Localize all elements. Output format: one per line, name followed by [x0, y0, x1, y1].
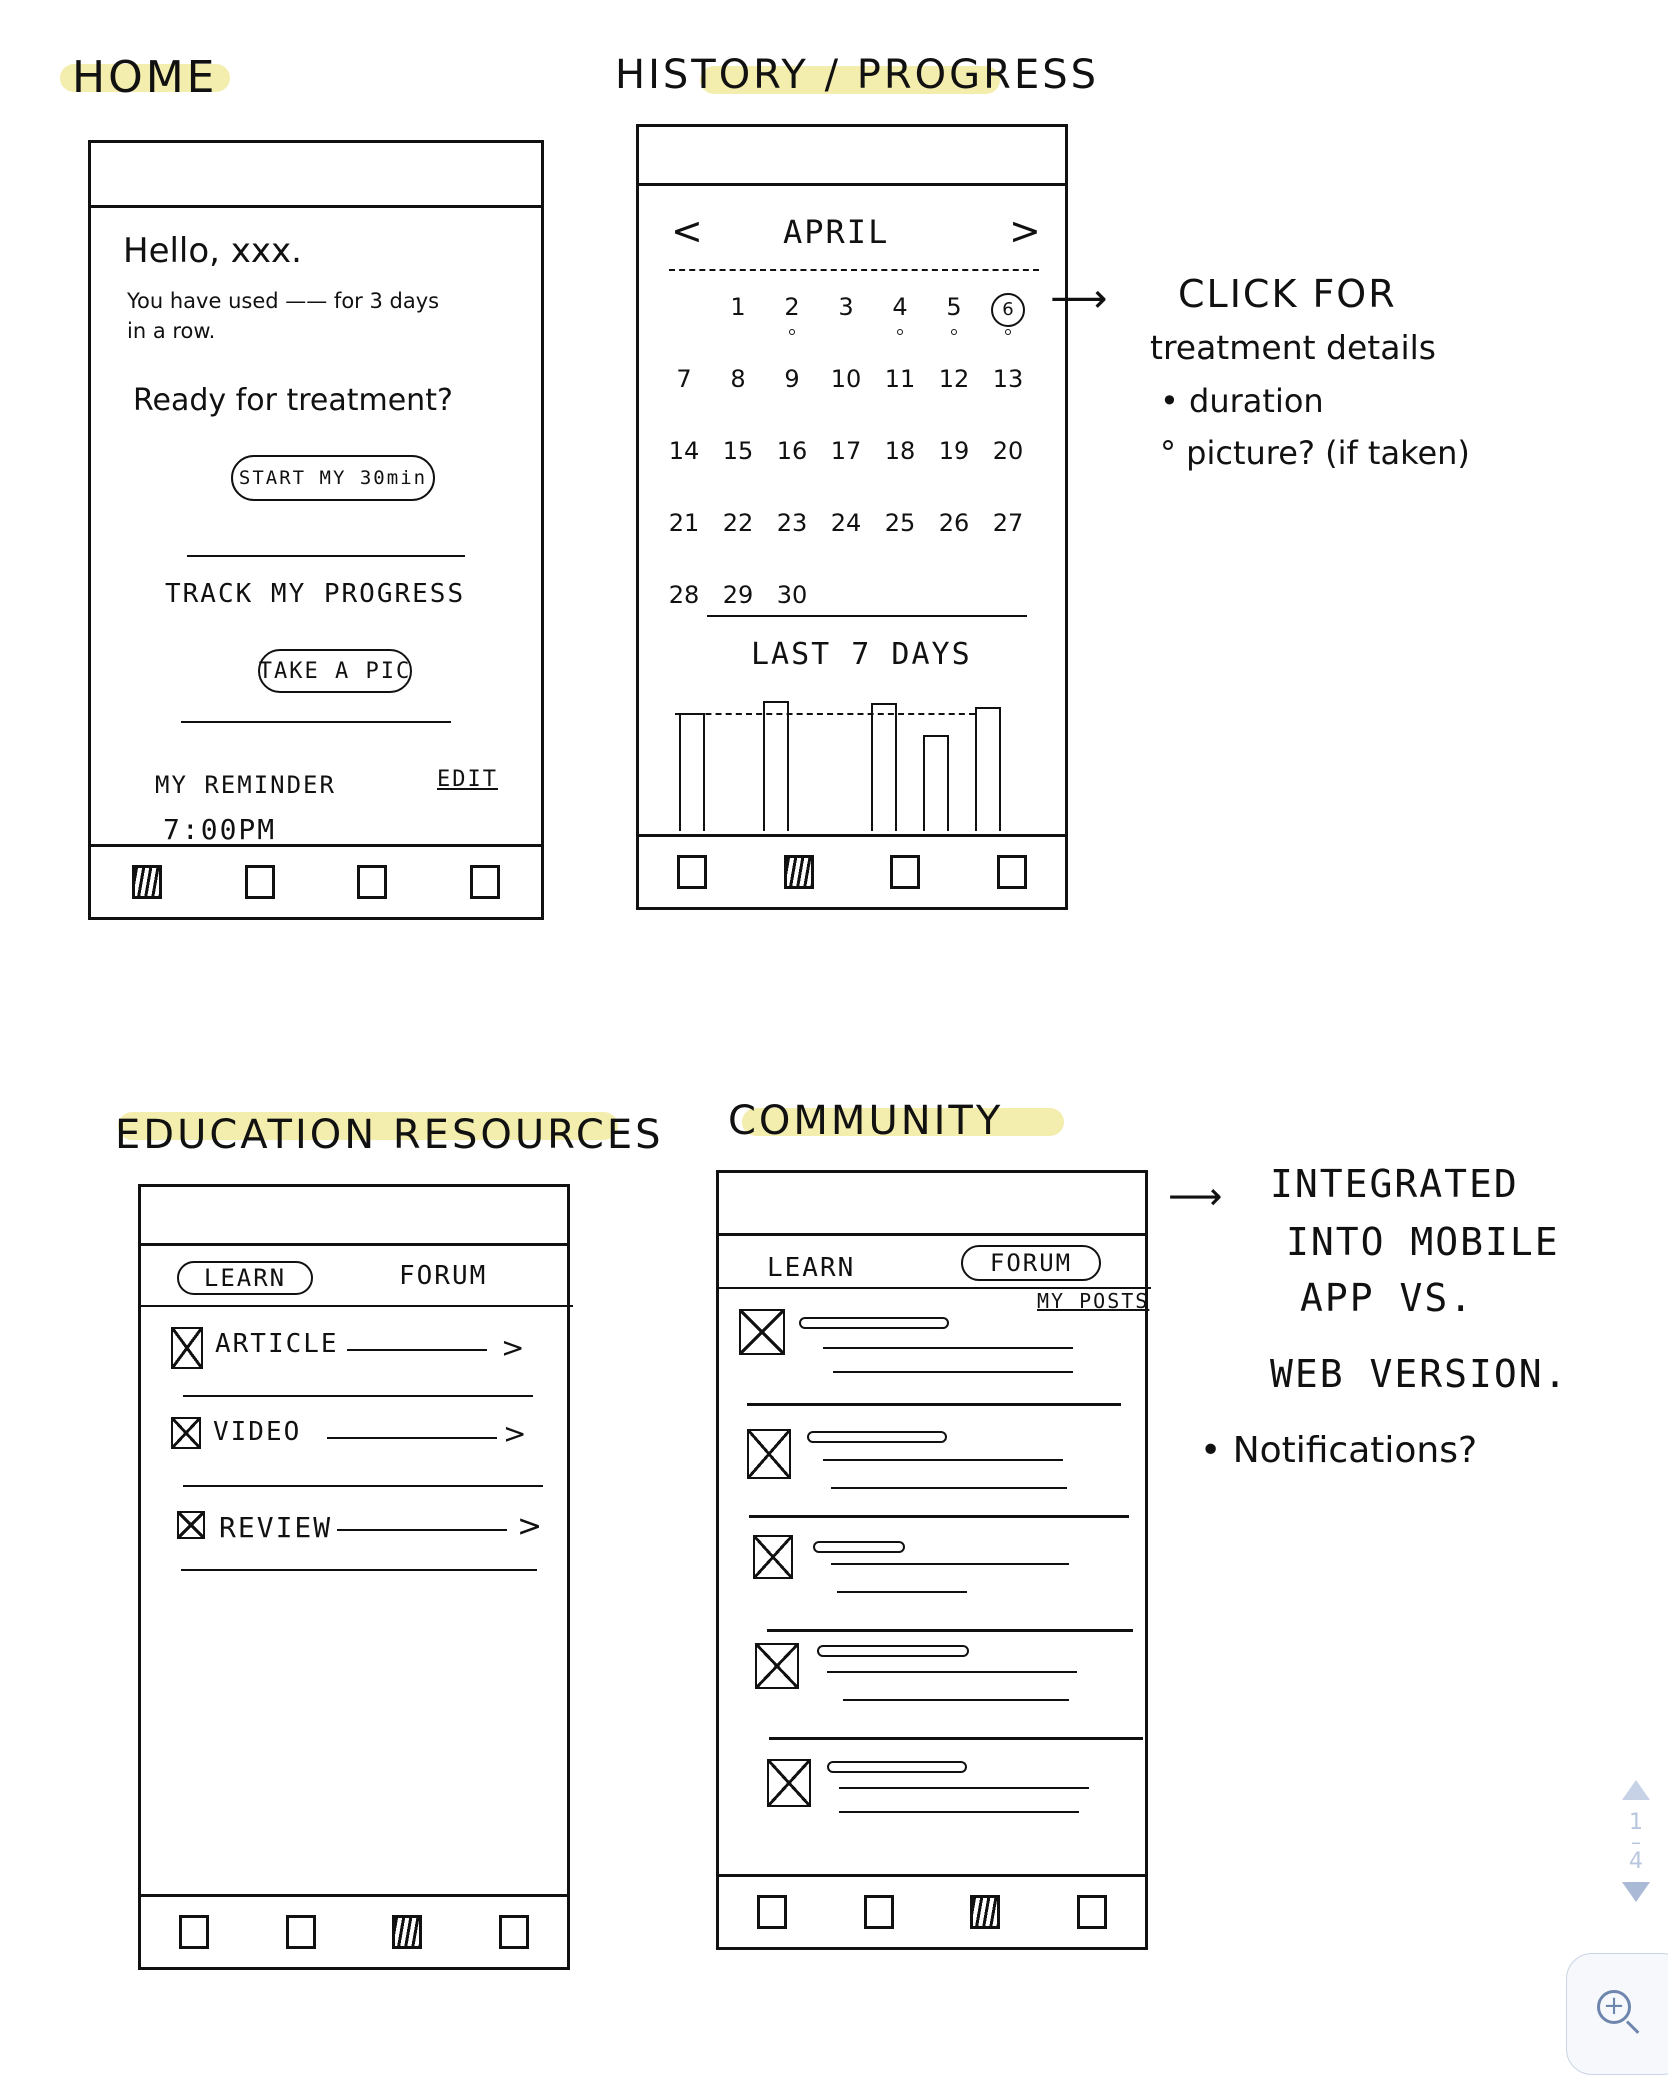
- community-nav-icon[interactable]: [997, 855, 1027, 889]
- home-title: HOME: [72, 52, 218, 103]
- prev-month-button[interactable]: <: [671, 209, 703, 253]
- calendar-day[interactable]: [927, 509, 981, 537]
- divider: [183, 1395, 533, 1397]
- education-phone-frame: [138, 1184, 570, 1970]
- calendar-day[interactable]: [873, 365, 927, 393]
- annotation-line: CLICK FOR: [1178, 272, 1397, 316]
- calendar-day-number: 28: [668, 581, 700, 609]
- calendar-day-number: 24: [830, 509, 862, 537]
- target-dashed-line: [675, 713, 975, 715]
- annotation-line: INTEGRATED: [1270, 1162, 1519, 1206]
- community-nav-icon[interactable]: [970, 1895, 1000, 1929]
- forum-post[interactable]: [753, 1535, 1143, 1635]
- page-separator: –: [1631, 1830, 1641, 1854]
- calendar-day[interactable]: [711, 581, 765, 609]
- history-phone-frame: [636, 124, 1068, 910]
- status-bar: [141, 1187, 567, 1246]
- calendar-day-number: 3: [838, 293, 854, 321]
- calendar-day[interactable]: [981, 293, 1035, 327]
- video-thumbnail-icon: [171, 1417, 201, 1449]
- post-avatar-icon: [753, 1535, 793, 1579]
- edit-reminder-link[interactable]: EDIT: [437, 767, 498, 792]
- tab-learn[interactable]: LEARN: [177, 1261, 313, 1295]
- divider: [181, 721, 451, 723]
- status-bar: [639, 127, 1065, 186]
- post-divider: [747, 1403, 1121, 1406]
- post-text-line: [827, 1671, 1077, 1673]
- calendar-day[interactable]: [711, 365, 765, 393]
- annotation-line: WEB VERSION.: [1270, 1352, 1569, 1396]
- post-text-line: [839, 1811, 1079, 1813]
- history-nav-icon[interactable]: [286, 1915, 316, 1949]
- post-text-line: [823, 1347, 1073, 1349]
- calendar-day[interactable]: [765, 509, 819, 537]
- day-bar[interactable]: [923, 735, 949, 831]
- calendar-day[interactable]: [711, 437, 765, 465]
- annotation-arrow-icon: ⟶: [1050, 276, 1108, 322]
- calendar-day-number: 15: [722, 437, 754, 465]
- calendar-day-number: 22: [722, 509, 754, 537]
- education-nav-icon[interactable]: [392, 1915, 422, 1949]
- education-title: EDUCATION RESOURCES: [115, 1112, 664, 1158]
- post-text-line: [831, 1563, 1069, 1565]
- selected-day[interactable]: 6: [991, 293, 1025, 327]
- status-bar: [91, 143, 541, 208]
- list-item-line: [327, 1437, 497, 1439]
- last-7-days-label: LAST 7 DAYS: [751, 637, 972, 672]
- bottom-nav: [639, 834, 1065, 907]
- annotation-line: INTO MOBILE: [1286, 1220, 1560, 1264]
- calendar-day[interactable]: [657, 437, 711, 465]
- calendar-week-row: [657, 293, 1035, 327]
- calendar-day[interactable]: [873, 509, 927, 537]
- calendar-day[interactable]: [873, 437, 927, 465]
- page-pager: [1616, 1780, 1656, 1902]
- post-text-line: [823, 1459, 1063, 1461]
- calendar-day-number: 4: [892, 293, 908, 321]
- calendar-day-number: 8: [730, 365, 746, 393]
- forum-post[interactable]: [739, 1309, 1129, 1409]
- home-nav-icon[interactable]: [757, 1895, 787, 1929]
- calendar-day-number: 14: [668, 437, 700, 465]
- annotation-bullet-text: picture? (if taken): [1186, 434, 1470, 472]
- day-bar[interactable]: [763, 701, 789, 831]
- divider: [183, 1485, 543, 1487]
- post-title-line: [817, 1645, 969, 1657]
- calendar-day[interactable]: [927, 365, 981, 393]
- calendar-week-row: [657, 365, 1035, 393]
- calendar-day-number: 5: [946, 293, 962, 321]
- next-month-button[interactable]: >: [1009, 209, 1041, 253]
- tab-forum[interactable]: FORUM: [399, 1261, 488, 1291]
- annotation-line: APP VS.: [1300, 1276, 1475, 1320]
- post-divider: [749, 1515, 1129, 1518]
- education-nav-icon[interactable]: [890, 855, 920, 889]
- calendar-day-number: 29: [722, 581, 754, 609]
- day-bar[interactable]: [871, 703, 897, 831]
- calendar-day-number: 20: [992, 437, 1024, 465]
- usage-text-2: in a row.: [127, 319, 216, 343]
- calendar-day[interactable]: [765, 437, 819, 465]
- calendar-day-number: 13: [992, 365, 1024, 393]
- zoom-button[interactable]: [1566, 1953, 1668, 2075]
- chevron-right-icon: >: [501, 1331, 525, 1364]
- list-item-line: [337, 1529, 507, 1531]
- calendar-day-number: 17: [830, 437, 862, 465]
- calendar-empty-day: [927, 581, 981, 609]
- post-text-line: [833, 1371, 1073, 1373]
- calendar-day-number: 2: [784, 293, 800, 321]
- chevron-right-icon: >: [517, 1509, 543, 1544]
- community-nav-icon[interactable]: [470, 865, 500, 899]
- calendar-day[interactable]: [819, 365, 873, 393]
- post-avatar-icon: [747, 1429, 791, 1479]
- annotation-bullet-text: duration: [1189, 382, 1324, 420]
- calendar-day-number: 23: [776, 509, 808, 537]
- ready-heading: Ready for treatment?: [133, 383, 453, 418]
- treatment-dot-icon: [1005, 329, 1011, 335]
- post-text-line: [843, 1699, 1069, 1701]
- bottom-nav: [91, 844, 541, 917]
- community-title: COMMUNITY: [728, 1098, 1004, 1144]
- day-bar[interactable]: [679, 713, 705, 831]
- calendar-day[interactable]: [873, 293, 927, 327]
- previous-page-icon[interactable]: [1622, 1780, 1650, 1800]
- calendar-grid: [657, 293, 1035, 613]
- post-title-line: [799, 1317, 949, 1329]
- history-nav-icon[interactable]: [784, 855, 814, 889]
- forum-post[interactable]: [747, 1429, 1137, 1529]
- article-thumbnail-icon: [171, 1327, 203, 1369]
- annotation-line: treatment details: [1150, 328, 1436, 367]
- zoom-in-icon: +: [1597, 1990, 1631, 2024]
- treatment-dot-icon: [897, 329, 903, 335]
- calendar-day[interactable]: [657, 581, 711, 609]
- bottom-nav: [141, 1894, 567, 1967]
- home-phone-frame: [88, 140, 544, 920]
- calendar-day[interactable]: [711, 293, 765, 327]
- community-phone-frame: [716, 1170, 1148, 1950]
- calendar-day-number: 19: [938, 437, 970, 465]
- tab-divider: [141, 1305, 573, 1307]
- status-bar: [719, 1173, 1145, 1236]
- calendar-day[interactable]: [981, 509, 1035, 537]
- calendar-day[interactable]: [765, 581, 819, 609]
- chevron-right-icon: >: [503, 1417, 527, 1450]
- list-item[interactable]: [171, 1417, 551, 1487]
- home-nav-icon[interactable]: [132, 865, 162, 899]
- bottom-nav: [719, 1874, 1145, 1947]
- calendar-day[interactable]: [927, 437, 981, 465]
- calendar-empty-day: [873, 581, 927, 609]
- post-text-line: [831, 1487, 1067, 1489]
- calendar-day[interactable]: [765, 365, 819, 393]
- list-item-label: REVIEW: [219, 1511, 333, 1544]
- forum-post[interactable]: [767, 1759, 1157, 1859]
- calendar-day-number: 21: [668, 509, 700, 537]
- annotation-bullet: • Notifications?: [1200, 1430, 1478, 1471]
- reminder-time: 7:00PM: [163, 813, 277, 846]
- annotation-bullet-text: Notifications?: [1232, 1430, 1478, 1471]
- calendar-day-number: 9: [784, 365, 800, 393]
- calendar-day[interactable]: [819, 437, 873, 465]
- tab-forum[interactable]: FORUM: [961, 1245, 1101, 1281]
- post-title-line: [827, 1761, 967, 1773]
- page-current: 1: [1629, 1810, 1643, 1835]
- education-nav-icon[interactable]: [357, 865, 387, 899]
- my-posts-link[interactable]: MY POSTS: [1037, 1289, 1150, 1313]
- calendar-day-number: 25: [884, 509, 916, 537]
- list-item[interactable]: [171, 1327, 551, 1397]
- calendar-day-number: 18: [884, 437, 916, 465]
- day-bar[interactable]: [975, 707, 1001, 831]
- calendar-week-row: [657, 437, 1035, 465]
- post-title-line: [807, 1431, 947, 1443]
- tab-learn[interactable]: LEARN: [767, 1253, 856, 1283]
- track-progress-heading: TRACK MY PROGRESS: [165, 579, 466, 609]
- calendar-week-row: [657, 581, 1035, 609]
- list-item-label: ARTICLE: [215, 1329, 339, 1359]
- next-page-icon[interactable]: [1622, 1882, 1650, 1902]
- start-treatment-button[interactable]: START MY 30min: [231, 455, 435, 501]
- divider: [707, 615, 1027, 617]
- forum-post[interactable]: [755, 1643, 1145, 1743]
- usage-text: You have used —— for 3 days: [127, 289, 440, 313]
- calendar-day[interactable]: [657, 509, 711, 537]
- home-nav-icon[interactable]: [179, 1915, 209, 1949]
- post-avatar-icon: [739, 1309, 785, 1355]
- calendar-day[interactable]: [765, 293, 819, 327]
- calendar-day[interactable]: [819, 293, 873, 327]
- calendar-day-number: 7: [676, 365, 692, 393]
- calendar-empty-day: [657, 293, 711, 327]
- calendar-day[interactable]: [981, 365, 1035, 393]
- month-label: APRIL: [783, 213, 890, 251]
- calendar-day[interactable]: [927, 293, 981, 327]
- treatment-dot-icon: [951, 329, 957, 335]
- divider: [187, 555, 465, 557]
- community-nav-icon[interactable]: [499, 1915, 529, 1949]
- post-divider: [767, 1629, 1133, 1632]
- take-pic-button[interactable]: TAKE A PIC: [258, 649, 412, 693]
- post-avatar-icon: [755, 1643, 799, 1689]
- calendar-day[interactable]: [981, 437, 1035, 465]
- calendar-day-number: 12: [938, 365, 970, 393]
- calendar-day-number: 26: [938, 509, 970, 537]
- calendar-empty-day: [819, 581, 873, 609]
- list-item-line: [347, 1349, 487, 1351]
- calendar-day[interactable]: [657, 365, 711, 393]
- greeting-text: Hello, xxx.: [123, 231, 302, 271]
- calendar-day-number: 16: [776, 437, 808, 465]
- post-text-line: [837, 1591, 967, 1593]
- calendar-day-number: 27: [992, 509, 1024, 537]
- weekday-row-dashes: [669, 269, 1039, 271]
- calendar-week-row: [657, 509, 1035, 537]
- post-divider: [769, 1737, 1143, 1740]
- annotation-bullet: ° picture? (if taken): [1160, 434, 1470, 472]
- review-thumbnail-icon: [177, 1511, 205, 1539]
- calendar-day-number: 1: [730, 293, 746, 321]
- post-title-line: [813, 1541, 905, 1553]
- weekly-bar-chart: [675, 697, 1035, 831]
- list-item-label: VIDEO: [213, 1417, 302, 1447]
- calendar-day-number: 10: [830, 365, 862, 393]
- post-avatar-icon: [767, 1759, 811, 1807]
- annotation-bullet: • duration: [1160, 382, 1324, 420]
- annotation-arrow-icon: ⟶: [1168, 1174, 1223, 1218]
- page-total: 4: [1629, 1849, 1643, 1874]
- calendar-day-number: 11: [884, 365, 916, 393]
- history-nav-icon[interactable]: [864, 1895, 894, 1929]
- reminder-label: MY REMINDER: [155, 771, 336, 799]
- calendar-empty-day: [981, 581, 1035, 609]
- settings-nav-icon[interactable]: [1077, 1895, 1107, 1929]
- treatment-dot-icon: [789, 329, 795, 335]
- history-nav-icon[interactable]: [245, 865, 275, 899]
- home-nav-icon[interactable]: [677, 855, 707, 889]
- post-text-line: [839, 1787, 1089, 1789]
- calendar-day-number: 30: [776, 581, 808, 609]
- zoom-in-icon-handle: [1626, 2020, 1639, 2033]
- divider: [181, 1569, 537, 1571]
- calendar-day[interactable]: [819, 509, 873, 537]
- calendar-day[interactable]: [711, 509, 765, 537]
- history-title: HISTORY / PROGRESS: [615, 52, 1099, 98]
